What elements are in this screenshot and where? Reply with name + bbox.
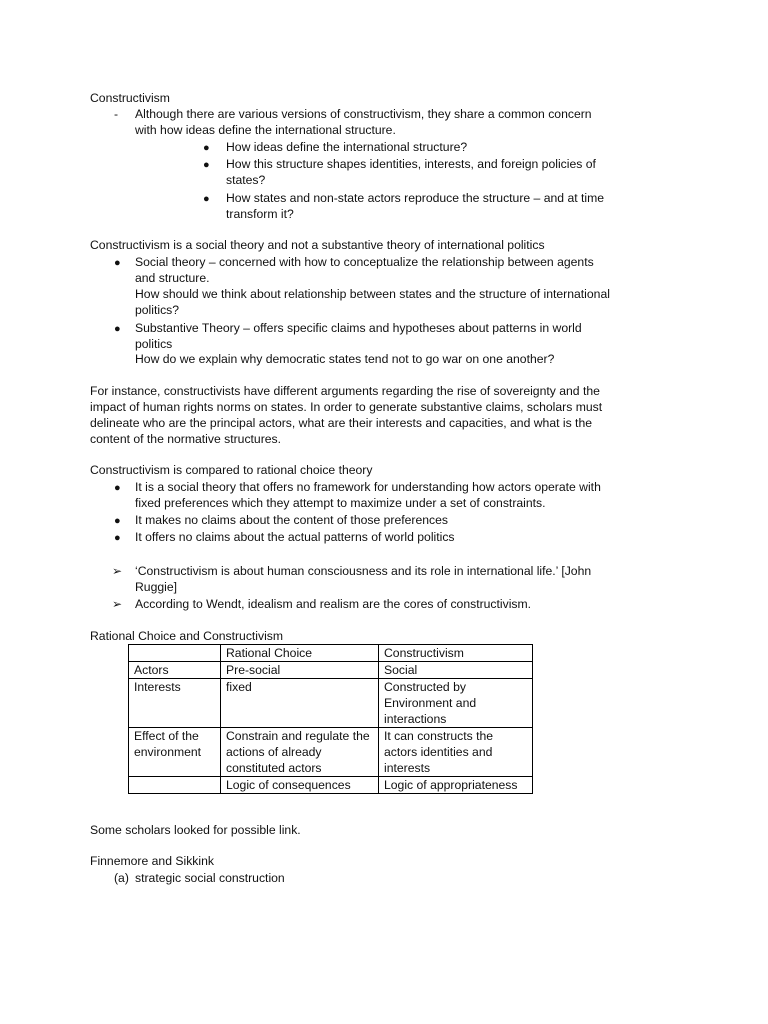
- bullet-text: It makes no claims about the content of those preferences: [135, 513, 448, 527]
- table-caption: Rational Choice and Constructivism: [90, 629, 284, 643]
- authors-line: Finnemore and Sikkink: [90, 854, 214, 868]
- question-item: states?: [226, 173, 266, 187]
- bullet-text: It is a social theory that offers no framework for understanding how actors operate with: [135, 480, 601, 494]
- dash-marker: -: [114, 107, 119, 121]
- section-heading: Constructivism is a social theory and not a substantive theory of international politics: [90, 238, 545, 252]
- table-row: [129, 679, 533, 728]
- bullet-text: fixed preferences which they attempt to maximize under a set of constraints.: [135, 496, 546, 510]
- arrow-bullet-icon: ➢: [112, 564, 123, 578]
- table-header-cell: Constructivism: [379, 645, 533, 662]
- list-item-text: strategic social construction: [135, 871, 285, 885]
- table-cell: Actors: [129, 662, 221, 679]
- bullet-text: politics: [135, 337, 173, 351]
- comparison-table: [128, 644, 533, 794]
- table-cell: Logic of consequences: [221, 777, 379, 794]
- quote-line: ‘Constructivism is about human consciousness and its role in international life.’ [John: [135, 564, 592, 578]
- table-cell: Effect of the environment: [129, 728, 221, 777]
- intro-line: with how ideas define the international structure.: [135, 123, 396, 137]
- quote-line: According to Wendt, idealism and realism are the cores of constructivism.: [135, 597, 532, 611]
- section-heading: Constructivism is compared to rational choice theory: [90, 463, 373, 477]
- table-row: [129, 777, 533, 794]
- question-item: How states and non-state actors reproduce the structure – and at time: [226, 191, 605, 205]
- question-item: transform it?: [226, 207, 294, 221]
- arrow-bullet-icon: ➢: [112, 597, 123, 611]
- table-header-row: [129, 645, 533, 662]
- quote-line: Ruggie]: [135, 580, 178, 594]
- table-cell: Pre-social: [221, 662, 379, 679]
- bullet-icon: ●: [114, 323, 121, 335]
- bullet-text: politics?: [135, 303, 180, 317]
- bullet-text: and structure.: [135, 271, 210, 285]
- bullet-text: It offers no claims about the actual patterns of world politics: [135, 530, 455, 544]
- table-cell: Logic of appropriateness: [379, 777, 533, 794]
- question-item: How this structure shapes identities, interests, and foreign policies of: [226, 157, 596, 171]
- bullet-icon: ●: [203, 193, 210, 205]
- paragraph-line: For instance, constructivists have different arguments regarding the rise of sovereignty and the: [90, 384, 600, 398]
- section-heading: Constructivism: [90, 91, 170, 105]
- bullet-text: Substantive Theory – offers specific claims and hypotheses about patterns in world: [135, 321, 582, 335]
- bullet-icon: ●: [114, 482, 121, 494]
- bullet-icon: ●: [114, 515, 121, 527]
- bullet-icon: ●: [203, 142, 210, 154]
- table-cell: Constructed by Environment and interactions: [379, 679, 533, 728]
- bullet-icon: ●: [203, 159, 210, 171]
- intro-line: Although there are various versions of constructivism, they share a common concern: [135, 107, 592, 121]
- table-header-cell: [129, 645, 221, 662]
- table-cell: fixed: [221, 679, 379, 728]
- bullet-icon: ●: [114, 532, 121, 544]
- paragraph-line: content of the normative structures.: [90, 432, 282, 446]
- list-marker: (a): [114, 871, 129, 885]
- table-header-cell: Rational Choice: [221, 645, 379, 662]
- table-row: [129, 728, 533, 777]
- table-row: [129, 662, 533, 679]
- table-cell: It can constructs the actors identities and interests: [379, 728, 533, 777]
- bullet-text: How do we explain why democratic states tend not to go war on one another?: [135, 352, 555, 366]
- table-cell: [129, 777, 221, 794]
- paragraph-line: impact of human rights norms on states. In order to generate substantive claims, scholars must: [90, 400, 603, 414]
- bullet-icon: ●: [114, 257, 121, 269]
- bullet-text: Social theory – concerned with how to conceptualize the relationship between agents: [135, 255, 594, 269]
- question-item: How ideas define the international structure?: [226, 140, 468, 154]
- table-cell: Constrain and regulate the actions of already constituted actors: [221, 728, 379, 777]
- table-cell: Interests: [129, 679, 221, 728]
- closing-line: Some scholars looked for possible link.: [90, 823, 301, 837]
- bullet-text: How should we think about relationship between states and the structure of international: [135, 287, 610, 301]
- table-cell: Social: [379, 662, 533, 679]
- paragraph-line: delineate who are the principal actors, what are their interests and capacities, and what is the: [90, 416, 593, 430]
